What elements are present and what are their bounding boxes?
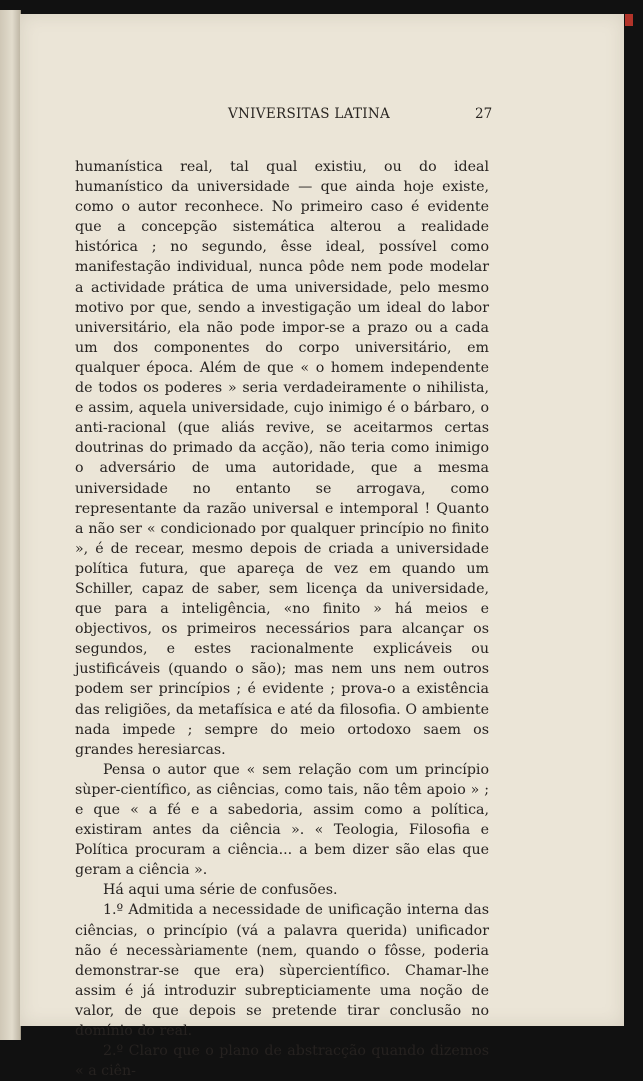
facing-page-edge [0,10,21,1040]
paragraph: Pensa o autor que « sem relação com um princípio sùper-científico, as ciências, como tais, não têm apoio » ; e que « a fé e a sabedoria, assim como a política, existiram antes da ciência ». « Teologia, Filosofia e Política procuram a ciência... a bem dizer são elas que geram a ciência ». [75,761,489,879]
body-text [75,157,489,1081]
page-number: 27 [475,106,493,122]
numbered-item: 2.º Claro que o plano de abstracção quando dizemos « a ciên- [75,1043,489,1080]
running-head [20,106,624,126]
running-head-title: VNIVERSITAS LATINA [228,106,391,122]
paragraph: Há aqui uma série de confusões. [103,882,338,899]
book-page [20,14,624,1080]
numbered-item: 1.º Admitida a necessidade de unificação interna das ciências, o princípio (vá a palavra querida) unificador não é necessàriamente (nem, quando o fôsse, poderia demonstrar-se que era) sùpercientífico. Chamar-lhe assim é já introduzir subrepticiamente uma noção de valor, de que depois se pretende tirar conclusão no domínio do real. [75,902,489,1040]
page-edge-mark [625,14,633,26]
paragraph: humanística real, tal qual existiu, ou do ideal humanístico da universidade — que ainda hoje existe, como o autor reconhece. No primeiro caso é evidente que a concepção sistemática alterou a realidade histórica ; no segundo, êsse ideal, possível como manifestação individual, nunca pôde nem pode modelar a actividade prática de uma universidade, pelo mesmo motivo por que, sendo a investigação um ideal do labor universitário, ela não pode impor-se a prazo ou a cada um dos componentes do corpo universitário, em qualquer época. Além de que « o homem independente de todos os poderes » seria verdadeiramente o nihilista, e assim, aquela universidade, cujo inimigo é o bárbaro, o anti-racional (que aliás revive, se aceitarmos certas doutrinas do primado da acção), não teria como inimigo o adversário de uma autoridade, que a mesma universidade no entanto se arrogava, como representante da razão universal e intemporal ! Quanto a não ser « condicionado por qualquer princípio no finito », é de recear, mesmo depois de criada a universidade política futura, que apareça de vez em quando um Schiller, capaz de saber, sem licença da universidade, que para a inteligência, «no finito » há meios e objectivos, os primeiros necessários para alcançar os segundos, e estes racionalmente explicáveis ou justificáveis (quando o são); mas nem uns nem outros podem ser princípios ; é evidente ; prova-o a existência das religiões, da metafísica e até da filosofia. O ambiente nada impede ; sempre do meio ortodoxo saem os grandes heresiarcas. [75,159,489,758]
